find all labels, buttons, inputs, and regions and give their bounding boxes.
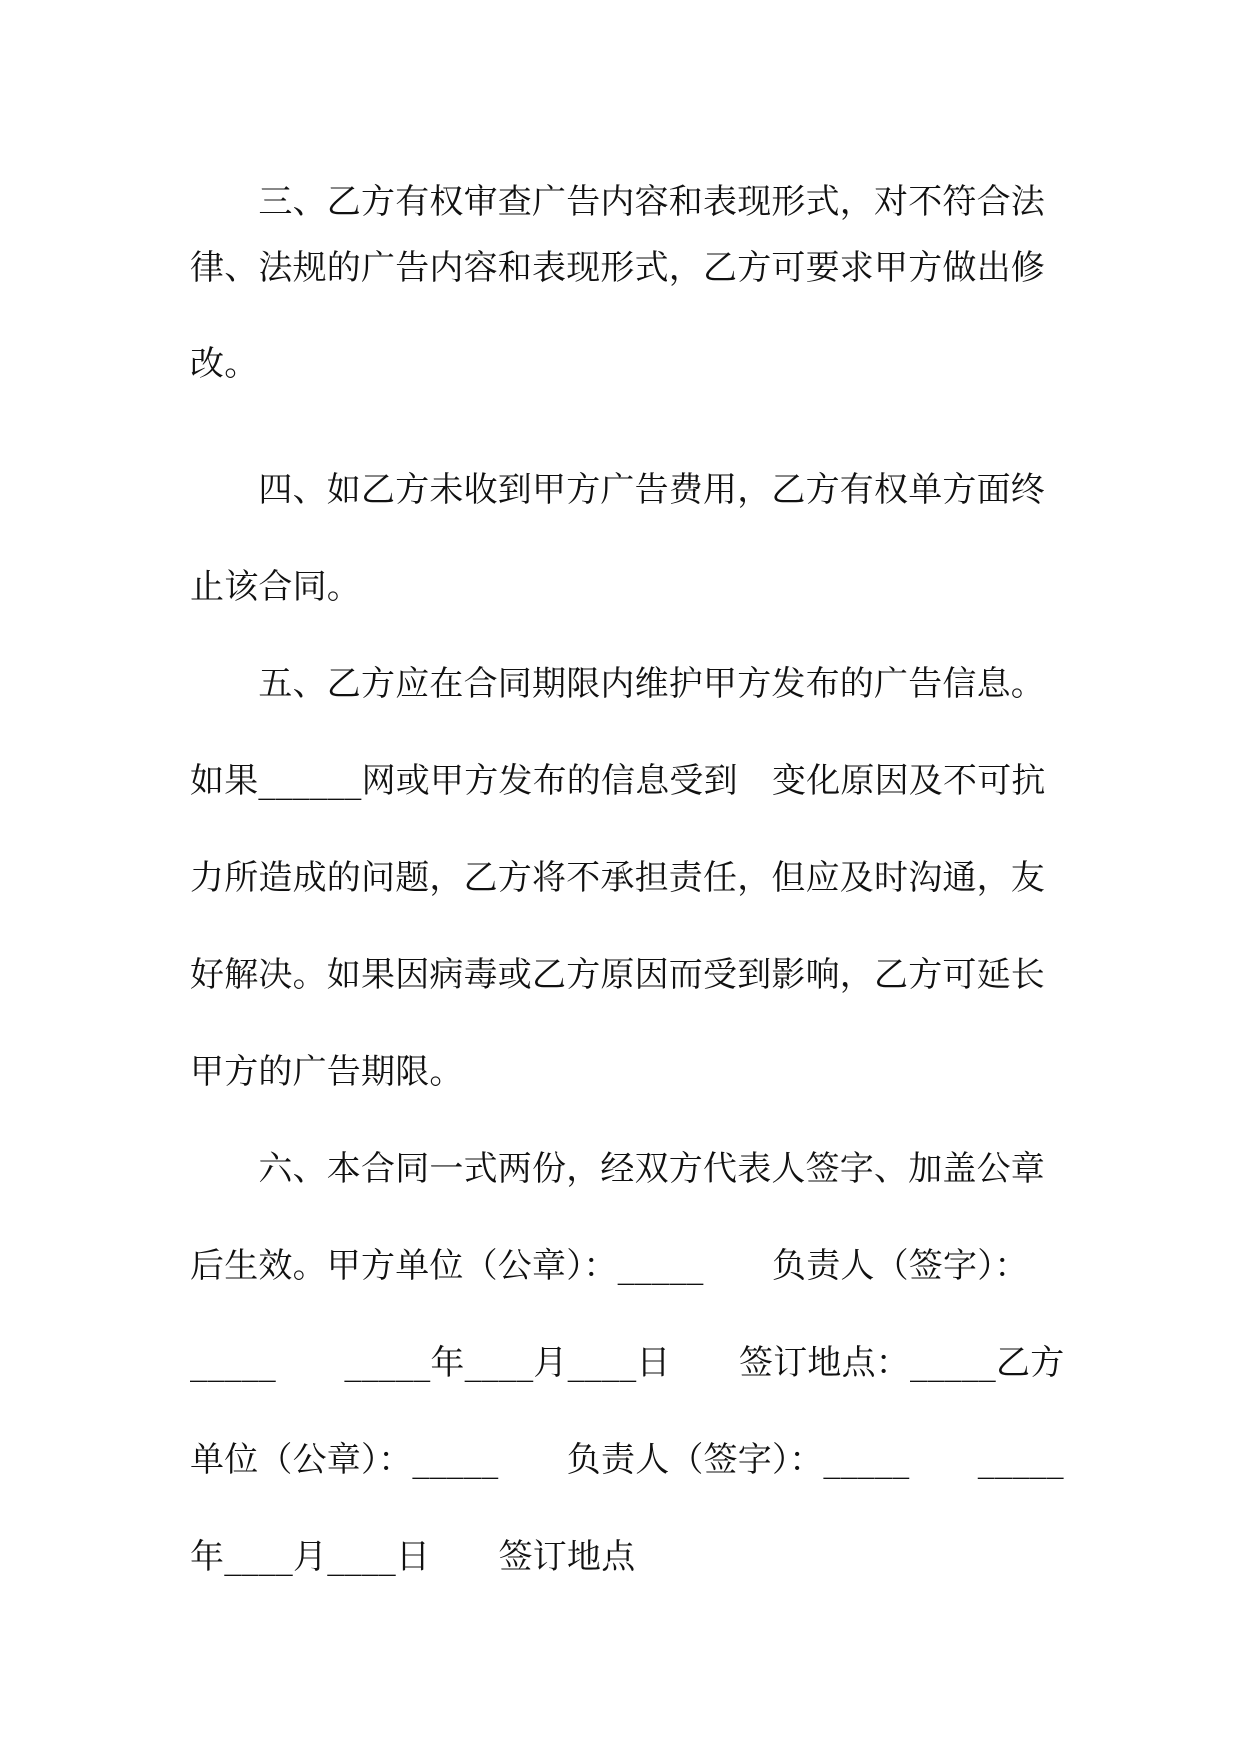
text-line: 年____月____日 签订地点 [190,1537,636,1577]
text-line: 止该合同。 [190,567,361,607]
text-line: 如果______网或甲方发布的信息受到 变化原因及不可抗 [190,761,1046,801]
text-line: 力所造成的问题，乙方将不承担责任，但应及时沟通，友 [190,858,1045,898]
text-line: 六、本合同一式两份，经双方代表人签字、加盖公章 [190,1149,1045,1189]
text-line: 四、如乙方未收到甲方广告费用，乙方有权单方面终 [190,470,1045,510]
text-line: 后生效。甲方单位（公章）：_____ 负责人（签字）： [190,1246,1029,1286]
text-line: 单位（公章）：_____ 负责人（签字）：_____ _____ [190,1440,1064,1480]
text-line: 改。 [190,344,259,384]
text-line: 甲方的广告期限。 [190,1052,464,1092]
text-line: 好解决。如果因病毒或乙方原因而受到影响，乙方可延长 [190,955,1045,995]
text-line: 律、法规的广告内容和表现形式，乙方可要求甲方做出修 [190,248,1045,288]
text-line: _____ _____年____月____日 签订地点：_____乙方 [190,1343,1065,1383]
text-line: 三、乙方有权审查广告内容和表现形式，对不符合法 [190,182,1045,222]
text-line: 五、乙方应在合同期限内维护甲方发布的广告信息。 [190,664,1045,704]
